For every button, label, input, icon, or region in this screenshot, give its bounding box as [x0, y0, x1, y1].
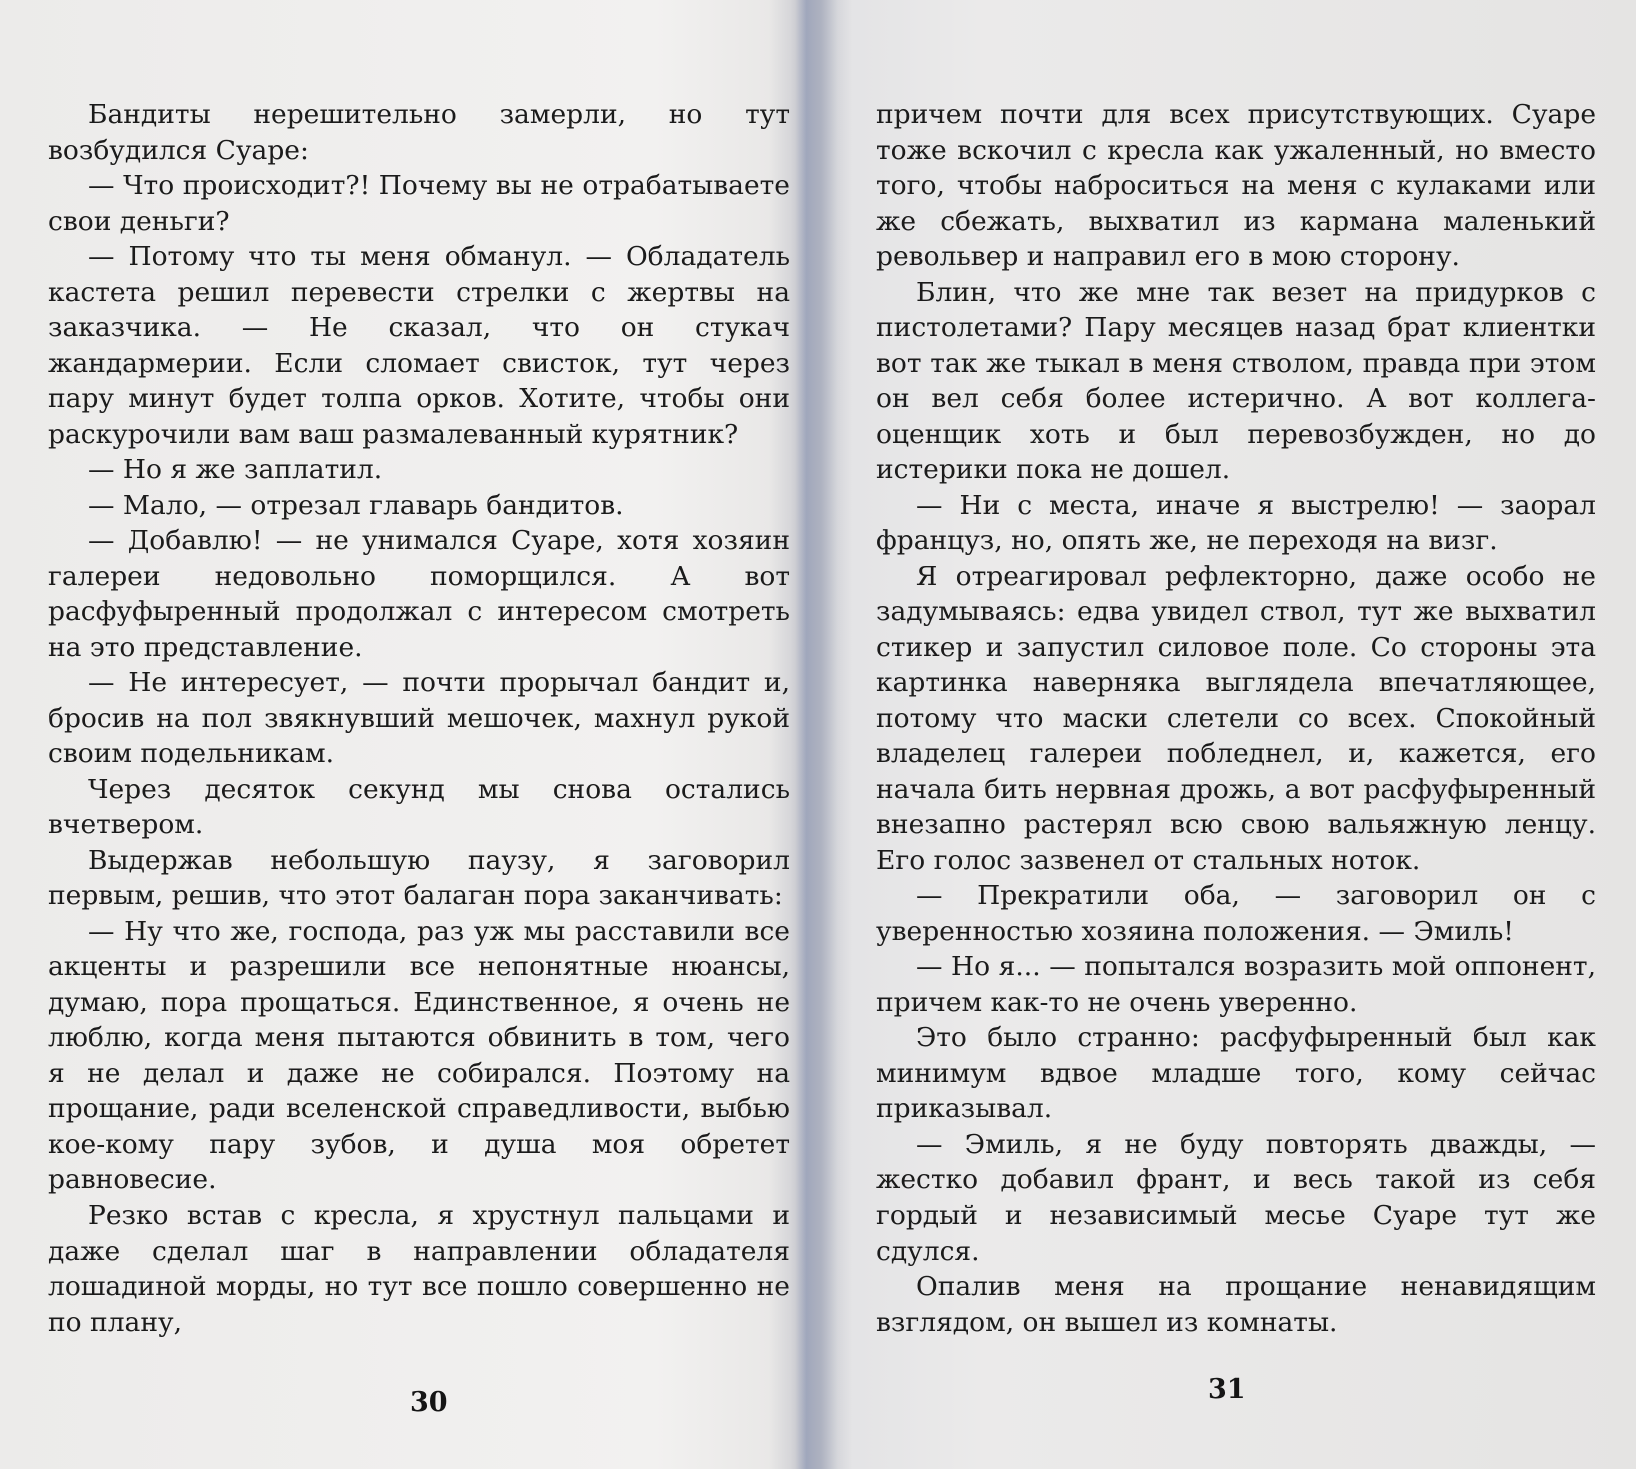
right-page-text: [876, 97, 1596, 1340]
paragraph: Бандиты нерешительно замерли, но тут возбудился Суаре:: [48, 99, 790, 166]
paragraph: Резко встав с кресла, я хрустнул пальцами и даже сделал шаг в направлении обладателя лошадиной морды, но тут все пошло совершенно не по плану,: [48, 1199, 790, 1338]
paragraph: Блин, что же мне так везет на придурков с пистолетами? Пару месяцев назад брат клиентки вот так же тыкал в меня стволом, правда при этом он вел себя более истерично. А вот коллега-оценщик хоть и был перевозбужден, но до истерики пока не дошел.: [876, 276, 1596, 486]
paragraph: причем почти для всех присутствующих. Суаре тоже вскочил с кресла как ужаленный, но вместо того, чтобы наброситься на меня с кулаками или же сбежать, выхватил из кармана маленький револьвер и направил его в мою сторону.: [876, 99, 1596, 273]
paragraph: — Прекратили оба, — заговорил он с уверенностью хозяина положения. — Эмиль!: [876, 880, 1596, 947]
paragraph: Это было странно: расфуфыренный был как минимум вдвое младше того, кому сейчас приказывал.: [876, 1022, 1596, 1125]
paragraph: — Добавлю! — не унимался Суаре, хотя хозяин галереи недовольно поморщился. А вот расфуфыренный продолжал с интересом смотреть на это представление.: [48, 525, 790, 663]
right-page: [852, 0, 1636, 1469]
paragraph: Через десяток секунд мы снова остались вчетвером.: [48, 773, 790, 841]
paragraph: — Не интересует, — почти прорычал бандит и, бросив на пол звякнувший мешочек, махнул рукой своим подельникам.: [48, 667, 790, 770]
book-spine: [790, 0, 852, 1469]
paragraph: — Но я... — попытался возразить мой оппонент, причем как-то не очень уверенно.: [876, 951, 1596, 1018]
paragraph: — Эмиль, я не буду повторять дважды, — жестко добавил франт, и весь такой из себя гордый и независимый месье Суаре тут же сдулся.: [876, 1128, 1596, 1267]
paragraph: — Потому что ты меня обманул. — Обладатель кастета решил перевести стрелки с жертвы на заказчика. — Не сказал, что он стукач жандармерии. Если сломает свисток, тут через пару минут будет толпа орков. Хотите, чтобы они раскурочили вам ваш размалеванный курятник?: [48, 241, 790, 450]
paragraph: Опалив меня на прощание ненавидящим взглядом, он вышел из комнаты.: [876, 1271, 1596, 1338]
paragraph: — Ну что же, господа, раз уж мы расставили все акценты и разрешили все непонятные нюансы, думаю, пора прощаться. Единственное, я очень не люблю, когда меня пытаются обвинить в том, чего я не делал и даже не собирался. Поэтому на прощание, ради вселенской справедливости, выбью кое-кому пару зубов, и душа моя обретет равновесие.: [48, 915, 790, 1196]
paragraph: Я отреагировал рефлекторно, даже особо не задумываясь: едва увидел ствол, тут же выхватил стикер и запустил силовое поле. Со стороны эта картинка наверняка выглядела впечатляющее, потому что маски слетели со всех. Спокойный владелец галереи побледнел, и, кажется, его начала бить нервная дрожь, а вот расфуфыренный внезапно растерял всю свою вальяжную ленцу. Его голос зазвенел от стальных ноток.: [876, 560, 1596, 876]
paragraph: — Но я же заплатил.: [88, 454, 383, 486]
paragraph: Выдержав небольшую паузу, я заговорил первым, решив, что этот балаган пора заканчивать:: [48, 844, 790, 912]
left-page-text: [48, 97, 790, 1340]
page-number-left: 30: [410, 1387, 448, 1418]
paragraph: — Что происходит?! Почему вы не отрабатываете свои деньги?: [48, 170, 790, 237]
paragraph: — Ни с места, иначе я выстрелю! — заорал француз, но, опять же, не переходя на визг.: [876, 489, 1596, 557]
page-number-right: 31: [1208, 1374, 1246, 1405]
paragraph: — Мало, — отрезал главарь бандитов.: [88, 489, 624, 521]
left-page: [0, 0, 800, 1469]
